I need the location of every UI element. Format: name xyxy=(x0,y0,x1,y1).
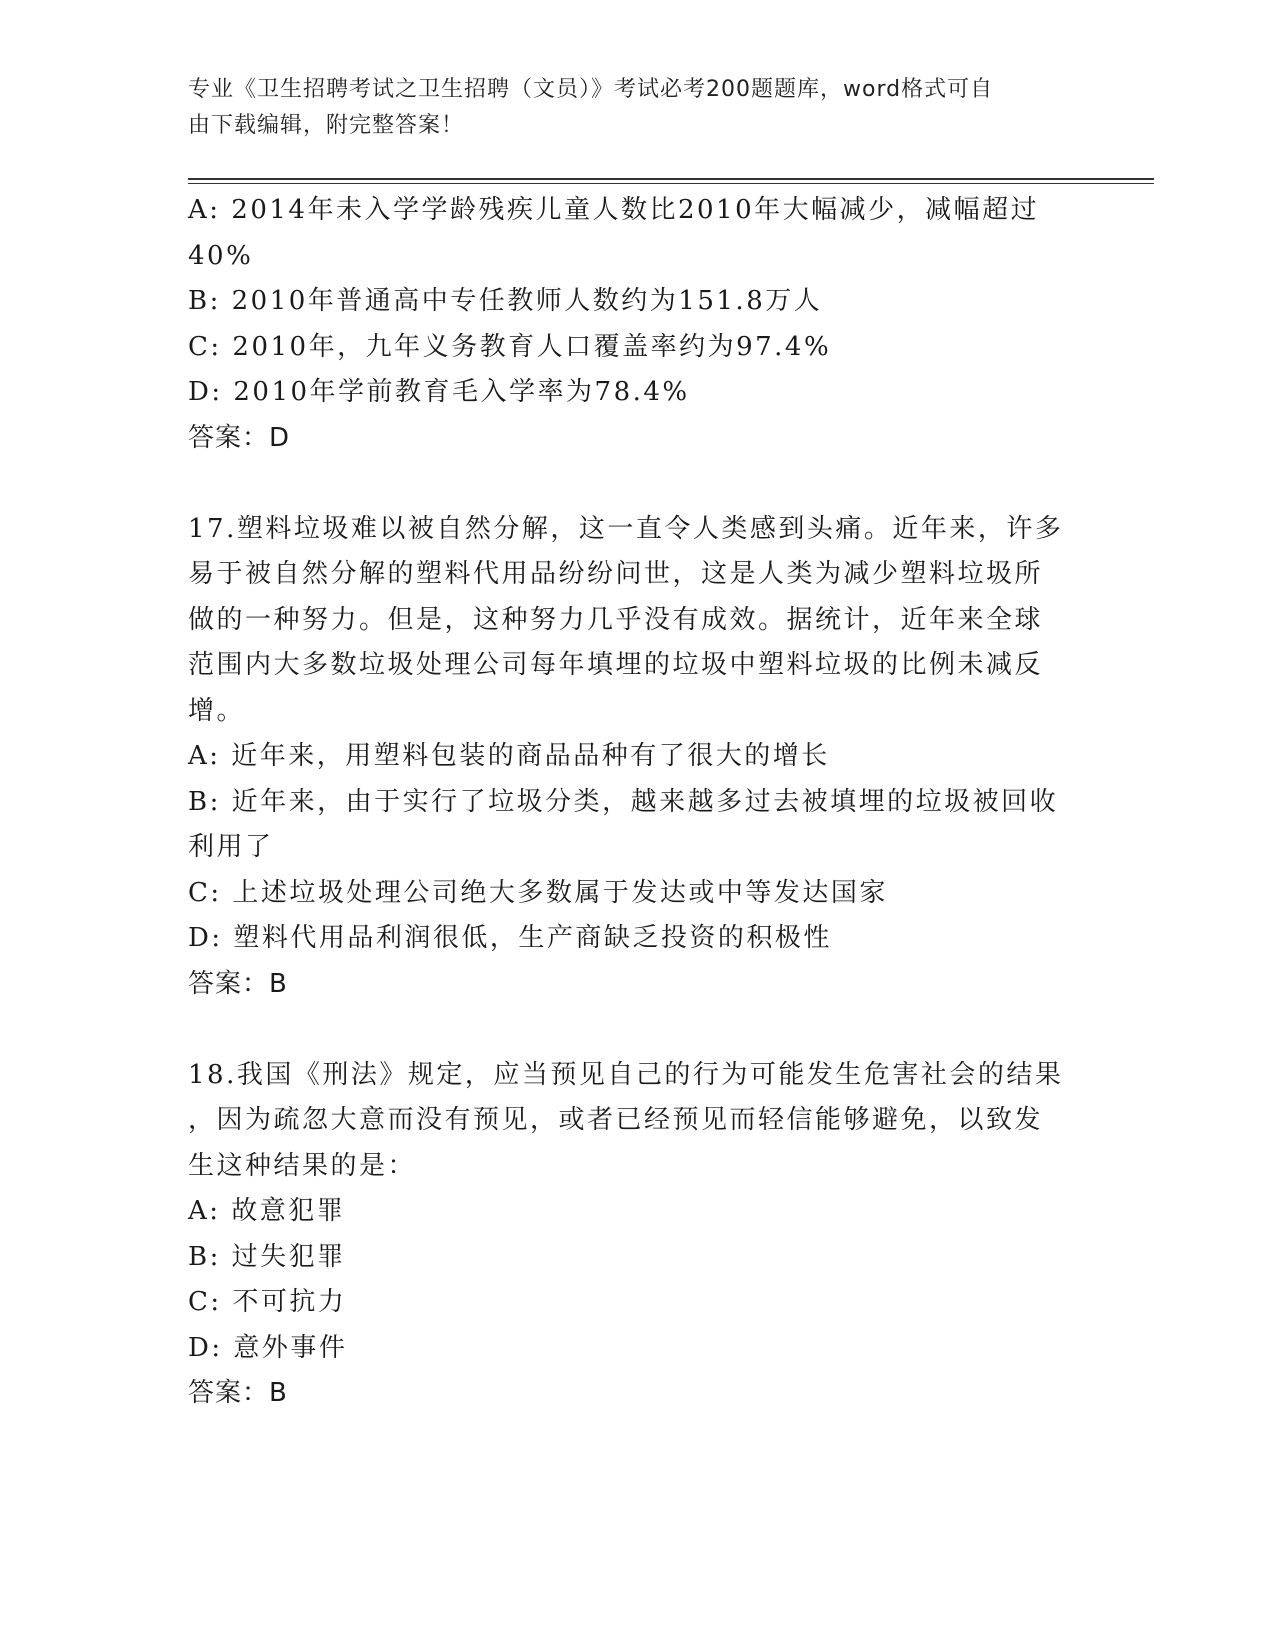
q17-option-a: A: 近年来，用塑料包装的商品品种有了很大的增长 xyxy=(188,741,830,771)
q16-option-c: C: 2010年，九年义务教育人口覆盖率约为97.4% xyxy=(188,331,832,362)
q18-option-a: A: 故意犯罪 xyxy=(188,1196,346,1226)
q16-answer: 答案：D xyxy=(188,422,291,453)
q17-option-b-line-1: B: 近年来，由于实行了垃圾分类，越来越多过去被填埋的垃圾被回收 xyxy=(188,786,1059,817)
q16-option-b: B: 2010年普通高中专任教师人数约为151.8万人 xyxy=(188,286,823,316)
q17-stem-line-3: 做的一种努力。但是，这种努力几乎没有成效。据统计，近年来全球 xyxy=(188,604,1044,635)
q17-option-c: C: 上述垃圾处理公司绝大多数属于发达或中等发达国家 xyxy=(188,877,888,908)
q18-answer: 答案：B xyxy=(188,1378,288,1408)
header-line-2: 由下载编辑，附完整答案！ xyxy=(188,113,465,138)
q18-stem-line-2: ，因为疏忽大意而没有预见，或者已经预见而轻信能够避免，以致发 xyxy=(188,1105,1044,1135)
q16-option-d: D: 2010年学前教育毛入学率为78.4% xyxy=(188,377,690,407)
q17-stem-line-1: 17.塑料垃圾难以被自然分解，这一直令人类感到头痛。近年来，许多 xyxy=(188,513,1064,544)
question-17 xyxy=(188,507,1088,1008)
q17-stem-line-5: 增。 xyxy=(188,695,246,726)
q16-option-a-line-2: 40% xyxy=(188,240,254,271)
q17-option-b-line-2: 利用了 xyxy=(188,832,274,862)
q17-stem-line-2: 易于被自然分解的塑料代用品纷纷问世，这是人类为减少塑料垃圾所 xyxy=(188,559,1044,589)
spacer xyxy=(188,461,1088,507)
question-16-options xyxy=(188,188,1088,461)
header-divider-thin xyxy=(188,183,1154,184)
question-content xyxy=(188,188,1088,1417)
q18-stem-line-3: 生这种结果的是： xyxy=(188,1150,417,1181)
header-divider-thick xyxy=(188,178,1154,180)
document-header xyxy=(188,72,1068,144)
spacer xyxy=(188,1007,1088,1053)
q16-option-a-line-1: A: 2014年未入学学龄残疾儿童人数比2010年大幅减少，减幅超过 xyxy=(188,195,1040,225)
q17-answer: 答案：B xyxy=(188,968,288,999)
q17-option-d: D: 塑料代用品利润很低，生产商缺乏投资的积极性 xyxy=(188,923,832,953)
header-line-1: 专业《卫生招聘考试之卫生招聘（文员）》考试必考200题题库，word格式可自 xyxy=(188,77,994,102)
question-18 xyxy=(188,1053,1088,1417)
q17-stem-line-4: 范围内大多数垃圾处理公司每年填埋的垃圾中塑料垃圾的比例未减反 xyxy=(188,650,1044,680)
q18-option-c: C: 不可抗力 xyxy=(188,1287,347,1317)
q18-option-d: D: 意外事件 xyxy=(188,1332,348,1363)
q18-option-b: B: 过失犯罪 xyxy=(188,1241,346,1272)
q18-stem-line-1: 18.我国《刑法》规定，应当预见自己的行为可能发生危害社会的结果 xyxy=(188,1059,1064,1090)
